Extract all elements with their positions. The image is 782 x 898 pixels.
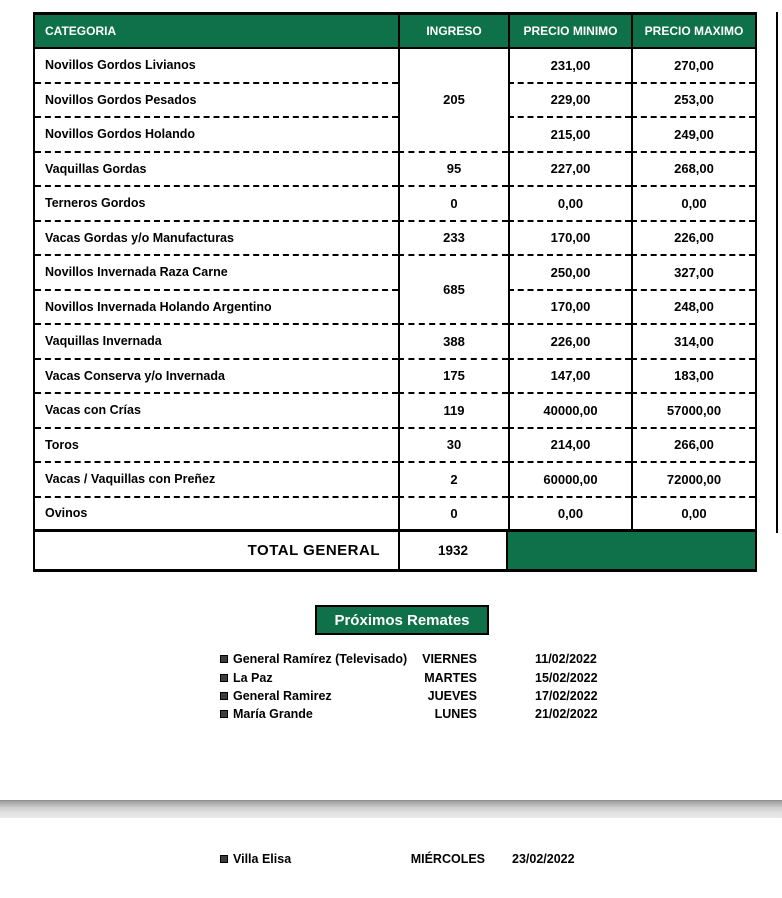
column-header-categoria: CATEGORIA xyxy=(35,15,398,49)
remate-name-label: General Ramirez xyxy=(233,688,332,703)
precio-max-cell: 57000,00 xyxy=(631,394,755,429)
column-header-ingreso: INGRESO xyxy=(398,15,508,49)
ingreso-cell-merged: 205 xyxy=(398,49,508,153)
precio-min-cell: 60000,00 xyxy=(508,463,631,498)
precio-min-cell: 170,00 xyxy=(508,222,631,257)
remate-date: 11/02/2022 xyxy=(535,652,597,667)
remate-date: 15/02/2022 xyxy=(535,670,598,685)
remate-item xyxy=(220,687,598,705)
square-bullet-icon xyxy=(220,692,228,700)
total-general-value: 1932 xyxy=(398,532,508,569)
column-header-precio-maximo: PRECIO MAXIMO xyxy=(631,15,755,49)
proximos-remates-heading: Próximos Remates xyxy=(315,605,489,635)
categoria-cell: Vacas Conserva y/o Invernada xyxy=(35,360,398,395)
categoria-cell: Novillos Invernada Holando Argentino xyxy=(35,291,398,326)
total-general-label: TOTAL GENERAL xyxy=(247,542,380,559)
categoria-cell: Novillos Gordos Pesados xyxy=(35,84,398,119)
ingreso-cell-merged: 685 xyxy=(398,256,508,325)
ingreso-cell: 95 xyxy=(398,153,508,188)
remate-date: 23/02/2022 xyxy=(512,852,575,867)
categoria-cell: Novillos Gordos Livianos xyxy=(35,49,398,84)
precio-min-cell: 40000,00 xyxy=(508,394,631,429)
remate-item xyxy=(220,705,598,723)
categoria-cell: Toros xyxy=(35,429,398,464)
ingreso-cell: 175 xyxy=(398,360,508,395)
precio-min-cell: 215,00 xyxy=(508,118,631,153)
ingreso-cell: 388 xyxy=(398,325,508,360)
precio-max-cell: 226,00 xyxy=(631,222,755,257)
remate-date: 17/02/2022 xyxy=(535,688,598,703)
precio-min-cell: 147,00 xyxy=(508,360,631,395)
categoria-cell: Vaquillas Invernada xyxy=(35,325,398,360)
precio-max-cell: 270,00 xyxy=(631,49,755,84)
remate-day: LUNES xyxy=(434,707,477,722)
page-break-bar xyxy=(0,800,782,818)
ingreso-cell: 2 xyxy=(398,463,508,498)
remate-name xyxy=(220,689,392,703)
remates-list-next-page xyxy=(220,850,603,868)
precio-max-cell: 0,00 xyxy=(631,187,755,222)
precio-max-cell: 249,00 xyxy=(631,118,755,153)
categoria-cell: Vacas con Crías xyxy=(35,394,398,429)
ingreso-cell: 30 xyxy=(398,429,508,464)
precio-min-cell: 0,00 xyxy=(508,498,631,533)
categoria-cell: Terneros Gordos xyxy=(35,187,398,222)
precio-max-cell: 0,00 xyxy=(631,498,755,533)
categoria-cell: Novillos Invernada Raza Carne xyxy=(35,256,398,291)
remate-name xyxy=(220,652,408,667)
categoria-cell: Vaquillas Gordas xyxy=(35,153,398,188)
square-bullet-icon xyxy=(220,655,228,663)
categoria-cell: Vacas Gordas y/o Manufacturas xyxy=(35,222,398,257)
ingreso-cell: 233 xyxy=(398,222,508,257)
categoria-cell: Ovinos xyxy=(35,498,398,533)
remate-item xyxy=(220,650,595,668)
remate-day: MARTES xyxy=(424,670,477,685)
square-bullet-icon xyxy=(220,710,228,718)
precio-max-cell: 327,00 xyxy=(631,256,755,291)
precio-max-cell: 183,00 xyxy=(631,360,755,395)
precio-min-cell: 229,00 xyxy=(508,84,631,119)
remate-name-label: La Paz xyxy=(233,670,273,685)
remate-name xyxy=(220,671,392,685)
ingreso-cell: 119 xyxy=(398,394,508,429)
precio-min-cell: 231,00 xyxy=(508,49,631,84)
price-table xyxy=(33,12,757,572)
precio-max-cell: 314,00 xyxy=(631,325,755,360)
remate-name-label: Villa Elisa xyxy=(233,852,292,867)
precio-min-cell: 227,00 xyxy=(508,153,631,188)
column-header-precio-minimo: PRECIO MINIMO xyxy=(508,15,631,49)
square-bullet-icon xyxy=(220,855,228,863)
remate-name xyxy=(220,707,392,721)
remate-name-label: María Grande xyxy=(233,707,313,722)
precio-min-cell: 214,00 xyxy=(508,429,631,464)
remate-day: JUEVES xyxy=(427,688,477,703)
remate-day: VIERNES xyxy=(422,652,477,667)
remates-list xyxy=(220,650,598,724)
remate-name-label: General Ramírez (Televisado) xyxy=(233,652,408,667)
ingreso-cell: 0 xyxy=(398,498,508,533)
ingreso-cell: 0 xyxy=(398,187,508,222)
categoria-cell: Vacas / Vaquillas con Preñez xyxy=(35,463,398,498)
remate-item xyxy=(220,668,598,686)
precio-max-cell: 248,00 xyxy=(631,291,755,326)
remate-name xyxy=(220,852,392,866)
precio-min-cell: 0,00 xyxy=(508,187,631,222)
precio-min-cell: 170,00 xyxy=(508,291,631,326)
cropped-column-rule xyxy=(776,12,778,533)
precio-max-cell: 268,00 xyxy=(631,153,755,188)
precio-max-cell: 253,00 xyxy=(631,84,755,119)
precio-max-cell: 266,00 xyxy=(631,429,755,464)
categoria-cell: Novillos Gordos Holando xyxy=(35,118,398,153)
precio-max-cell: 72000,00 xyxy=(631,463,755,498)
square-bullet-icon xyxy=(220,674,228,682)
precio-min-cell: 250,00 xyxy=(508,256,631,291)
remate-day: MIÉRCOLES xyxy=(410,852,485,867)
remate-item xyxy=(220,850,603,868)
remate-date: 21/02/2022 xyxy=(535,707,598,722)
precio-min-cell: 226,00 xyxy=(508,325,631,360)
total-green-fill xyxy=(508,532,755,569)
